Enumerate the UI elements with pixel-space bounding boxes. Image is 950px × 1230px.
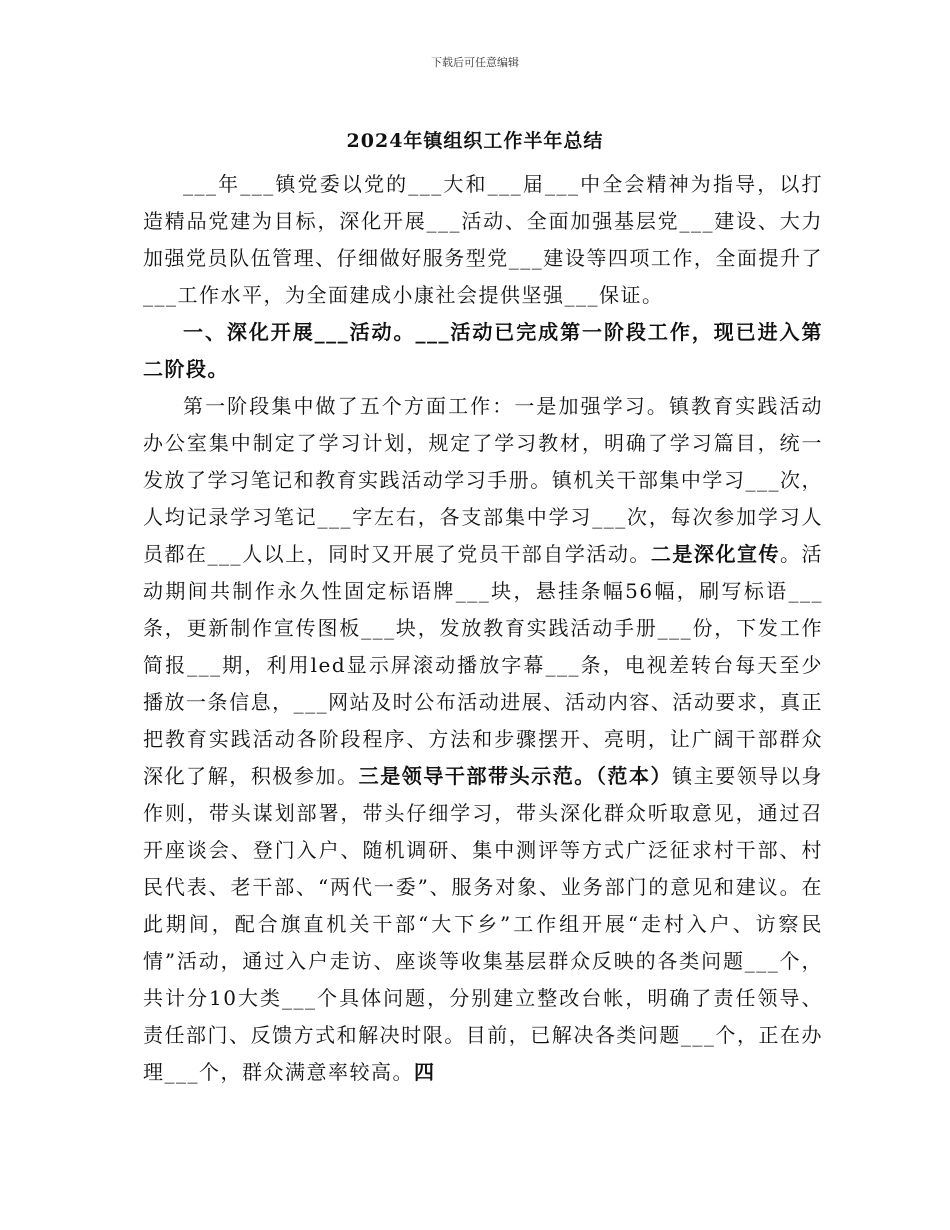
bold-phrase: 二是深化宣传 xyxy=(650,542,780,566)
paragraph-text: 镇主要领导以身作则，带头谋划部署，带头仔细学习，带头深化群众听取意见，通过召开座谈会、登门入户、随机调研、集中测评等方式广泛征求村干部、村民代表、老干部、“两代一委”、服务对象、业务部门的意见和建议。在此期间，配合旗直机关干部“大下乡”工作组开展“走村入户、访察民情”活动，通过入户走访、座谈等收集基层群众反映的各类问题___个，共计分10大类___个具体问题，分别建立整改台帐，明确了责任领导、责任部门、反馈方式和解决时限。目前，已解决各类问题___个，正在办理___个，群众满意率较高。 xyxy=(143,764,824,1084)
bold-phrase: 三是领导干部带头示范。（范本） xyxy=(358,764,673,788)
body-paragraph xyxy=(143,388,823,1091)
intro-paragraph: ___年___镇党委以党的___大和___届___中全会精神为指导，以打造精品党建为目标，深化开展___活动、全面加强基层党___建设、大力加强党员队伍管理、仔细做好服务型党___建设等四项工作，全面提升了___工作水平，为全面建成小康社会提供坚强___保证。 xyxy=(143,172,823,307)
paragraph-text: 。活动期间共制作永久性固定标语牌___块，悬挂条幅56幅，刷写标语___条，更新制作宣传图板___块，发放教育实践活动手册___份，下发工作简报___期，利用led显示屏滚动播放字幕___条，电视差转台每天至少播放一条信息，___网站及时公布活动进展、活动内容、活动要求，真正把教育实践活动各阶段程序、方法和步骤摆开、亮明，让广阔干部群众深化了解，积极参加。 xyxy=(143,542,824,788)
bold-phrase: 四 xyxy=(414,1060,436,1084)
paragraph-text: 第一阶段集中做了五个方面工作：一是加强学习。镇教育实践活动办公室集中制定了学习计划，规定了学习教材，明确了学习篇目，统一发放了学习笔记和教育实践活动学习手册。镇机关干部集中学习___次，人均记录学习笔记___字左右，各支部集中学习___次，每次参加学习人员都在___人以上，同时又开展了党员干部自学活动。 xyxy=(143,394,823,566)
section-heading: 一、深化开展___活动。___活动已完成第一阶段工作，现已进入第二阶段。 xyxy=(143,320,823,381)
page-header: 下载后可任意编辑 xyxy=(431,56,519,69)
document-title: 2024年镇组织工作半年总结 xyxy=(346,130,604,152)
document-body xyxy=(143,166,823,1091)
